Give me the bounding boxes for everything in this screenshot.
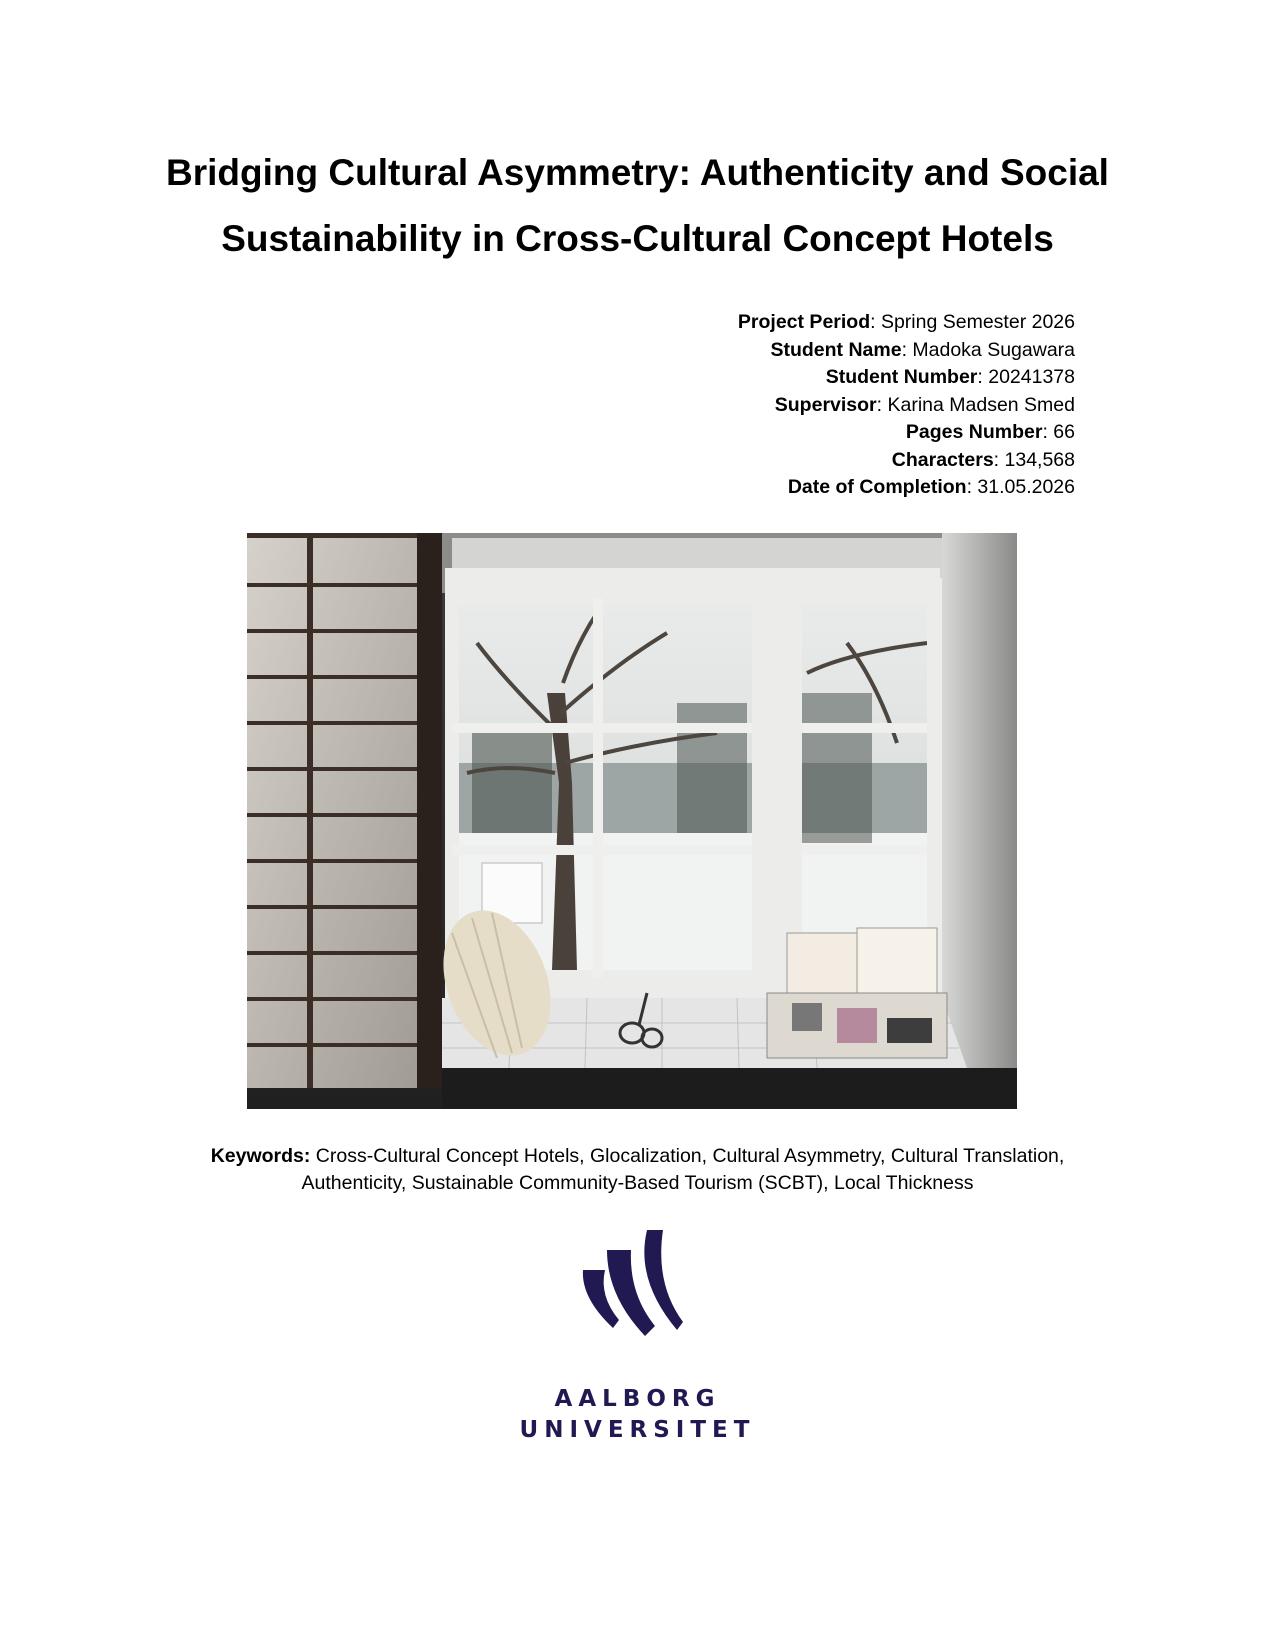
keywords-line-1: Keywords: Cross-Cultural Concept Hotels, Glocalization, Cultural Asymmetry, Cultural Translation, [210,1145,1065,1167]
university-line-2: UNIVERSITET [519,1417,756,1443]
keywords-line-2: Authenticity, Sustainable Community-Based Tourism (SCBT), Local Thickness [301,1172,974,1194]
document-title [0,140,1275,272]
meta-date-of-completion: Date of Completion: 31.05.2026 [787,476,1075,498]
meta-characters: Characters: 134,568 [891,448,1075,471]
title-line-1: Bridging Cultural Asymmetry: Authenticity and Social [166,152,1109,193]
keywords [150,1143,1125,1197]
meta-pages-number: Pages Number: 66 [905,421,1075,443]
title-line-2: Sustainability in Cross-Cultural Concept Hotels [221,218,1054,259]
cover-photo [247,533,1017,1109]
meta-student-number: Student Number: 20241378 [825,366,1075,388]
aalborg-university-logo-icon [575,1230,695,1350]
university-name [0,1384,1275,1446]
meta-student-name: Student Name: Madoka Sugawara [770,338,1075,361]
keywords-label: Keywords: [210,1145,311,1167]
meta-supervisor: Supervisor: Karina Madsen Smed [774,393,1075,416]
meta-project-period: Project Period: Spring Semester 2026 [737,311,1075,333]
university-line-1: AALBORG [554,1386,721,1412]
project-meta [738,309,1075,502]
